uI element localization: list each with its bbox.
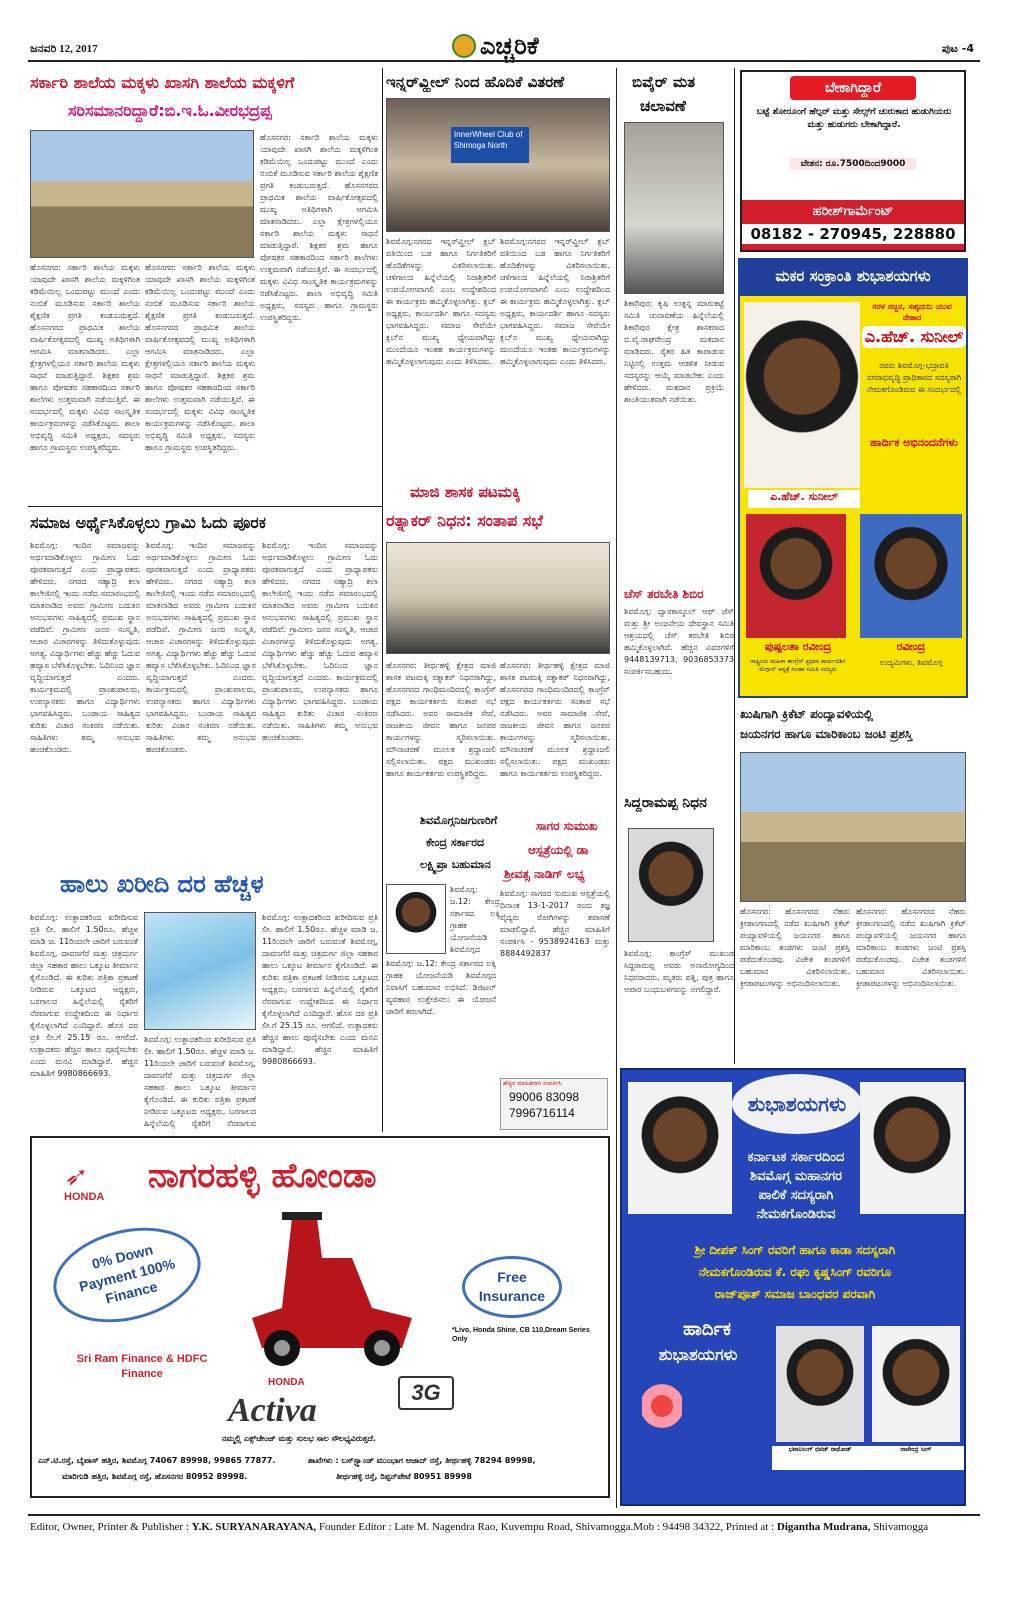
story6-body-col3: ಶಿವಮೊಗ್ಗ: ಉತ್ಪಾದಕರಿಂದ ಖರೀದಿಸುವ ಪ್ರತಿ ಲೀ. ಹಾಲಿಗೆ 1.50ರೂ. ಹೆಚ್ಚಳ ಮಾಡಿ ಜ. 11ರಿಂದಲೇ ಜಾರಿಗೆ ಬರುವಂತೆ ಶಿವಮೊಗ್ಗ, ದಾವಣಗೆರೆ ಮತ್ತು ಚಿತ್ರದುರ್ಗ ಜಿಲ್ಲಾ ಸಹಕಾರ ಹಾಲು ಒಕ್ಕೂಟ ತೀರ್ಮಾನ ಕೈಗೊಂಡಿದೆ. ಈ ಕುರಿತು ಪತ್ರಿಕಾ ಪ್ರಕಟಣೆ ನೀಡಿರುವ ಒಕ್ಕೂಟದ ಅಧ್ಯಕ್ಷರು, ಬರಗಾಲದ ಹಿನ್ನೆಲೆಯಲ್ಲಿ ರೈತರಿಗೆ ನೆರವಾಗುವ ಉದ್ದೇಶದಿಂದ ಈ ನಿರ್ಧಾರ ಕೈಗೊಳ್ಳಲಾಗಿದೆ ಎಂದಿದ್ದಾರೆ. ಹೊಸ ದರ ಪ್ರತಿ ಲೀ.ಗೆ 25.15 ರೂ. ಆಗಲಿದೆ. ಉತ್ಪಾದಕರು ಹೆಚ್ಚಿನ ಹಾಲು ಪೂರೈಸಬೇಕು ಎಂದು ಮನವಿ ಮಾಡಿದ್ದಾರೆ. ಹೆಚ್ಚಿನ ಮಾಹಿತಿಗೆ 9980866693. <box>262 913 378 1066</box>
story11-headline2: ಜಯನಗರ ಹಾಗೂ ಮಾರಿಕಾಂಬ ಜಂಟಿ ಪ್ರಶಸ್ತಿ <box>740 727 913 741</box>
ad-job-shop: ಹರೀಶ್‌ಗಾರ್ಮೆಂಟ್ <box>812 204 894 219</box>
ad-sankranti-blurb: ರವರು ಶಿವಮೊಗ್ಗ-ಭದ್ರಾವತಿ ನಗರಾಭಿವೃದ್ಧಿ ಪ್ರಾಧಿಕಾರದ ಸದಸ್ಯರಾಗಿ ನೇಮಕಗೊಂಡಿರುವ ಈ ಸಂದರ್ಭದಲ್ಲಿ <box>866 361 962 394</box>
ad-sankranti-name-big: ಎ.ಹೆಚ್. ಸುನೀಲ್ <box>862 326 966 348</box>
story7-headline3: ಲಕ್ಷ್ಮಿಪ್ರಾ ಬಹುಮಾನ <box>420 858 491 871</box>
masthead-rule <box>28 60 980 62</box>
footer-label1: Editor, Owner, Printer & Publisher : <box>30 1521 189 1533</box>
story6-body-col2: ಶಿವಮೊಗ್ಗ: ಉತ್ಪಾದಕರಿಂದ ಖರೀದಿಸುವ ಪ್ರತಿ ಲೀ. ಹಾಲಿಗೆ 1.50ರೂ. ಹೆಚ್ಚಳ ಮಾಡಿ ಜ. 11ರಿಂದಲೇ ಜಾರಿಗೆ ಬರುವಂತೆ ಶಿವಮೊಗ್ಗ, ದಾವಣಗೆರೆ ಮತ್ತು ಚಿತ್ರದುರ್ಗ ಜಿಲ್ಲಾ ಸಹಕಾರ ಹಾಲು ಒಕ್ಕೂಟ ತೀರ್ಮಾನ ಕೈಗೊಂಡಿದೆ. ಈ ಕುರಿತು ಪತ್ರಿಕಾ ಪ್ರಕಟಣೆ ನೀಡಿರುವ ಒಕ್ಕೂಟದ ಅಧ್ಯಕ್ಷರು, ಬರಗಾಲದ ಹಿನ್ನೆಲೆಯಲ್ಲಿ ರೈತರಿಗೆ ನೆರವಾಗುವ <box>144 1035 256 1128</box>
ad-greet-cap2: ರಾಜೇಂದ್ರ ಸಿಂಗ್ <box>868 1446 964 1470</box>
story11-headline1: ಖುಷಿಗಾಗಿ ಕ್ರಿಕೆಟ್ ಪಂದ್ಯಾವಳಿಯಲ್ಲಿ <box>740 707 873 721</box>
ad-sankranti-person2: ಪುಷ್ಪಲತಾ ರವೀಂದ್ರ <box>764 640 832 653</box>
ad-job-title: ಬೇಕಾಗಿದ್ದಾರೆ <box>790 76 916 100</box>
innerwheel-banner: InnerWheel Club of Shimoga North <box>451 127 529 163</box>
story8-phone-box <box>500 1078 608 1130</box>
ad-greet-photo-right <box>860 1082 964 1214</box>
divider <box>28 506 382 507</box>
footer-editor: Y.K. SURYANARAYANA, <box>191 1521 317 1533</box>
ad-sankranti-title: ಮಕರ ಸಂಕ್ರಾಂತಿ ಶುಭಾಶಯಗಳು <box>738 258 968 294</box>
logo-emblem-icon <box>452 34 476 58</box>
story5-headline: ರತ್ನಾಕರ್ ನಿಧನ: ಸಂತಾಪ ಸಭೆ <box>386 511 543 530</box>
ad-greet-wish1: ಹಾರ್ದಿಕ <box>683 1319 731 1340</box>
story2-body-col2: ಶಿವಮೊಗ್ಗ:ನಗರದ ಇನ್ನರ್‌ವ್ಹೀಲ್ ಕ್ಲಬ್ ವತಿಯಿಂದ ಬಡ ಹಾಗೂ ನಿರ್ಗತಿಕರಿಗೆ ಹೊದಿಕೆಗಳನ್ನು ವಿತರಿಸಲಾಯಿತು. ಚಳಿಗಾಲದ ಹಿನ್ನೆಲೆಯಲ್ಲಿ ನಿರಾಶ್ರಿತರಿಗೆ ಉಪಯೋಗವಾಗಲಿ ಎಂಬ ಉದ್ದೇಶದಿಂದ ಈ ಕಾರ್ಯಕ್ರಮ ಹಮ್ಮಿಕೊಳ್ಳಲಾಗಿತ್ತು. ಕ್ಲಬ್ ಅಧ್ಯಕ್ಷರು, ಕಾರ್ಯದರ್ಶಿ ಹಾಗೂ ಸದಸ್ಯರು ಭಾಗವಹಿಸಿದ್ದರು. ಸಮಾಜ ಸೇವೆಯೇ ಕ್ಲಬ್‌ನ ಮುಖ್ಯ ಧ್ಯೇಯವಾಗಿದ್ದು ಮುಂದೆಯೂ ಇಂತಹ ಕಾರ್ಯಕ್ರಮಗಳನ್ನು ಹಮ್ಮಿಕೊಳ್ಳಲಾಗುವುದು ಎಂದು ತಿಳಿಸಿದರು. <box>500 237 610 366</box>
ad-sankranti-photo-2 <box>746 514 846 638</box>
logo-text: ಎಚ್ಚರಿಕೆ <box>480 32 539 60</box>
ad-greet-wish2: ಶುಭಾಶಯಗಳು <box>658 1345 738 1364</box>
story2-photo <box>386 98 610 232</box>
story6-photo <box>144 912 256 1030</box>
story1-headline1: ಸರ್ಕಾರಿ ಶಾಲೆಯ ಮಕ್ಕಳು ಖಾಸಗಿ ಶಾಲೆಯ ಮಕ್ಕಳಿಗೆ <box>30 73 295 92</box>
story8-phone1: 99006 83098 <box>509 1090 580 1105</box>
rose-icon <box>642 1376 682 1436</box>
story7-photo <box>386 884 446 954</box>
story1-body-col2: ಹೊಸನಗರ: ಸರ್ಕಾರಿ ಶಾಲೆಯ ಮಕ್ಕಳು ಯಾವುದೇ ಖಾಸಗಿ ಶಾಲೆಯ ಮಕ್ಕಳಿಗಿಂತ ಕಡಿಮೆಯಿಲ್ಲ ಒಂದುಪಟ್ಟು ಮುಂದೆ ಎಂದು ನಂಬಿಕೆ ಮೂಡಿಸುವ ಸರ್ಕಾರಿ ಶಾಲೆಯ ಶೈಕ್ಷಣಿಕ ಪ್ರಗತಿ ಕಂಡುಬರುತ್ತದೆ. ಹೊಸನಗರದ ಪ್ರಾಥಮಿಕ ಶಾಲೆಯ ವಾರ್ಷಿಕೋತ್ಸವದಲ್ಲಿ ಮುಖ್ಯ ಅತಿಥಿಗಳಾಗಿ ಆಗಮಿಸಿ ಮಾತನಾಡಿದರು. ಎಲ್ಲಾ ಕ್ಷೇತ್ರಗಳಲ್ಲಿಯೂ ಸರ್ಕಾರಿ ಶಾಲೆಯ ಮಕ್ಕಳು ಸಾಧನೆ ಮಾಡುತ್ತಿದ್ದಾರೆ. ಶಿಕ್ಷಕರ ಶ್ರಮ ಹಾಗೂ ಪೋಷಕರ ಸಹಕಾರದಿಂದ ಸರ್ಕಾರಿ ಶಾಲೆಗಳು ಉತ್ತಮವಾಗಿ ನಡೆಯುತ್ತಿವೆ. ಈ ಸಂದರ್ಭದಲ್ಲಿ ಮಕ್ಕಳು ವಿವಿಧ ಸಾಂಸ್ಕೃತಿಕ ಕಾರ್ಯಕ್ರಮಗಳನ್ನು ನಡೆಸಿಕೊಟ್ಟರು. ಶಾಲಾ ಅಭಿವೃದ್ಧಿ ಸಮಿತಿ ಅಧ್ಯಕ್ಷರು, ಸದಸ್ಯರು ಹಾಗೂ ಗ್ರಾಮಸ್ಥರು ಉಪಸ್ಥಿತರಿದ್ದರು. <box>260 133 378 322</box>
story8-headline2: ಆಸ್ಪತ್ರೆಯಲ್ಲಿ ಡಾ <box>528 843 589 857</box>
ad-honda-cloud1: 0% Down Payment 100% Finance <box>43 1213 210 1337</box>
ad-honda <box>30 1136 610 1498</box>
ad-greet-photo-4 <box>872 1326 960 1442</box>
ad-honda-model-tag: 3G <box>398 1376 454 1410</box>
ad-job-body: ಬಟ್ಟೆ ಶೋರೂಂಗೆ ಹೆಲ್ಪರ್ ಮತ್ತು ಸೇಲ್ಸ್‌ಗೆ ಚುರುಕಾದ ಹುಡುಗಿಯರು ಮತ್ತು ಹುಡುಗರು ಬೇಕಾಗಿದ್ದಾರೆ. <box>756 107 952 130</box>
ad-honda-addr2: ಶಾಖೆಗಳು : ಬಸ್‌ಸ್ಟ್ಯಾಂಡ್ ಮುಂಭಾಗ ಆಜಾದ್ ರಸ್ತೆ, ತೀರ್ಥಹಳ್ಳಿ 78294 89998, <box>308 1456 536 1465</box>
story11-photo <box>740 752 966 902</box>
story3-headline2: ಚಲಾವಣೆ <box>640 97 686 115</box>
story5-kicker: ಮಾಜಿ ಶಾಸಕ ಪಟಮಕ್ಕಿ <box>410 483 521 501</box>
ad-greet-line1: ಕರ್ನಾಟಕ ಸರ್ಕಾರದಿಂದ <box>747 1150 845 1165</box>
ad-honda-finance: Sri Ram Finance & HDFC Finance <box>76 1353 208 1380</box>
newspaper-logo <box>452 30 539 62</box>
column-divider <box>616 68 617 1508</box>
ad-sankranti-person2-role: ರಾಷ್ಟ್ರೀಯ ಮಹಿಳಾ ಕಾಂಗ್ರೆಸ್ ಪ್ರಧಾನ ಕಾರ್ಯದರ್ಶಿ ಮೆಗ್ಗಾನ್ ಆಸ್ಪತ್ರೆ ಸಲಹಾ ಸಮಿತಿ ಸದಸ್ಯರು <box>750 658 846 673</box>
footer-label2: Founder Editor : Late M. Nagendra Rao, Kuvempu Road, Shivamogga.Mob : 94498 34322, Printed at : <box>318 1521 775 1533</box>
story4-body-col3: ಶಿವಮೊಗ್ಗ: ಇಂದಿನ ಸಮಾಜವನ್ನು ಅರ್ಥಮಾಡಿಕೊಳ್ಳಲು ಗ್ರಾಮೀಣ ಓದು ಪೂರಕವಾಗುತ್ತದೆ ಎಂದು ಪ್ರಾಧ್ಯಾಪಕರು ಹೇಳಿದರು. ನಗರದ ಸಹ್ಯಾದ್ರಿ ಕಲಾ ಕಾಲೇಜಿನಲ್ಲಿ ಇಂದು ನಡೆದ ಸಮಾರಂಭದಲ್ಲಿ ಮಾತನಾಡಿದ ಅವರು ಗ್ರಾಮೀಣ ಬದುಕಿನ ಅನುಭವಗಳು ಸಾಹಿತ್ಯದಲ್ಲಿ ಪ್ರಮುಖ ಸ್ಥಾನ ಪಡೆದಿವೆ. ಗ್ರಾಮೀಣ ಜನರ ಸಂಸ್ಕೃತಿ, ಆಚಾರ ವಿಚಾರಗಳನ್ನು ತಿಳಿದುಕೊಳ್ಳುವುದು ಅಗತ್ಯ. ವಿದ್ಯಾರ್ಥಿಗಳು ಹೆಚ್ಚು ಹೆಚ್ಚು ಓದುವ ಹವ್ಯಾಸ ಬೆಳೆಸಿಕೊಳ್ಳಬೇಕು. ಓದಿನಿಂದ ಜ್ಞಾನ ವೃದ್ಧಿಯಾಗುತ್ತದೆ ಎಂದರು. ಕಾರ್ಯಕ್ರಮದಲ್ಲಿ ಪ್ರಾಂಶುಪಾಲರು, ಉಪನ್ಯಾಸಕರು ಹಾಗೂ ವಿದ್ಯಾರ್ಥಿಗಳು ಭಾಗವಹಿಸಿದ್ದರು. ಬಂಡಾಯ ಸಾಹಿತ್ಯದ ಕುರಿತು ವಿಚಾರ ಸಂಕಿರಣ ನಡೆಯಿತು. ಸಾಹಿತಿಗಳು ತಮ್ಮ ಅನುಭವ ಹಂಚಿಕೊಂಡರು. <box>262 541 378 742</box>
ad-sankranti <box>738 294 968 698</box>
story9-headline: ಚೆಸ್ ತರಬೇತಿ ಶಿಬಿರ <box>624 587 704 601</box>
ad-sankranti-caption1: ಎ.ಹೆಚ್. ಸುನೀಲ್ <box>748 490 860 508</box>
ad-sankranti-photo-3 <box>860 514 962 638</box>
story11-body-col1: ಹೊಸನಗರ: ಹೊಸನಗರದ ನೆಹರು ಕ್ರೀಡಾಂಗಣದಲ್ಲಿ ನಡೆದ ಖುಷಿಗಾಗಿ ಕ್ರಿಕೆಟ್ ಪಂದ್ಯಾವಳಿಯಲ್ಲಿ ಜಯನಗರ ಹಾಗೂ ಮಾರಿಕಾಂಬ ತಂಡಗಳು ಜಂಟಿ ಪ್ರಶಸ್ತಿ ಪಡೆದುಕೊಂಡವು. ವಿಜೇತ ತಂಡಗಳಿಗೆ ಬಹುಮಾನ ವಿತರಿಸಲಾಯಿತು. ಕ್ರೀಡಾಪಟುಗಳನ್ನು ಅಭಿನಂದಿಸಲಾಯಿತು. <box>740 907 850 988</box>
ad-greet-line2: ಶಿವಮೊಗ್ಗ ಮಹಾನಗರ <box>749 1169 843 1184</box>
footer-rule <box>28 1514 980 1516</box>
story2-body-col1: ಶಿವಮೊಗ್ಗ:ನಗರದ ಇನ್ನರ್‌ವ್ಹೀಲ್ ಕ್ಲಬ್ ವತಿಯಿಂದ ಬಡ ಹಾಗೂ ನಿರ್ಗತಿಕರಿಗೆ ಹೊದಿಕೆಗಳನ್ನು ವಿತರಿಸಲಾಯಿತು. ಚಳಿಗಾಲದ ಹಿನ್ನೆಲೆಯಲ್ಲಿ ನಿರಾಶ್ರಿತರಿಗೆ ಉಪಯೋಗವಾಗಲಿ ಎಂಬ ಉದ್ದೇಶದಿಂದ ಈ ಕಾರ್ಯಕ್ರಮ ಹಮ್ಮಿಕೊಳ್ಳಲಾಗಿತ್ತು. ಕ್ಲಬ್ ಅಧ್ಯಕ್ಷರು, ಕಾರ್ಯದರ್ಶಿ ಹಾಗೂ ಸದಸ್ಯರು ಭಾಗವಹಿಸಿದ್ದರು. ಸಮಾಜ ಸೇವೆಯೇ ಕ್ಲಬ್‌ನ ಮುಖ್ಯ ಧ್ಯೇಯವಾಗಿದ್ದು ಮುಂದೆಯೂ ಇಂತಹ ಕಾರ್ಯಕ್ರಮಗಳನ್ನು ಹಮ್ಮಿಕೊಳ್ಳಲಾಗುವುದು ಎಂದು ತಿಳಿಸಿದರು. <box>386 237 496 366</box>
ad-job <box>740 70 966 252</box>
story9-body: ಶಿವಮೊಗ್ಗ: ದ್ವಾರಕಾಸ್ಕೂಲ್ ಆಫ್ ಚೆಸ್ ಮತ್ತು ಶ್ರೀ ಅಂಜನೇಯ ದೇವಸ್ಥಾನ ಸಮಿತಿ ಆಶ್ರಯದಲ್ಲಿ ಚೆಸ್ ತರಬೇತಿ ಶಿಬಿರ ಹಮ್ಮಿಕೊಳ್ಳಲಾಗಿದೆ. ಹೆಚ್ಚಿನ ವಿವರಗಳಿಗೆ 9448139713, 9036853373 ಸಂಪರ್ಕಿಸಬಹುದು. <box>624 607 734 676</box>
footer-city: Shivamogga <box>873 1521 929 1533</box>
ad-honda-tagline: ನಮ್ಮಲ್ಲಿ ಎಕ್ಸ್‌ಚೇಂಜ್ ಮತ್ತು ಸುಲಭ ಸಾಲ ಸೌಲಭ್ಯವಿರುತ್ತದೆ. <box>222 1434 376 1443</box>
story3-body: ಶಿಕಾರಿಪುರ: ಕೃಷಿ ಉತ್ಪನ್ನ ಮಾರುಕಟ್ಟೆ ಸಮಿತಿ ಚುನಾವಣೆಯ ಹಿನ್ನೆಲೆಯಲ್ಲಿ ಶಿಕಾರಿಪುರ ಕ್ಷೇತ್ರ ಶಾಸಕರಾದ ಬಿ.ವೈ.ರಾಘವೇಂದ್ರ ಮತದಾನ ಮಾಡಿದರು. ರೈತರ ಹಿತ ಕಾಪಾಡುವ ನಿಟ್ಟಿನಲ್ಲಿ ಉತ್ತಮ ಆಡಳಿತ ನೀಡುವ ಸದಸ್ಯರನ್ನು ಆಯ್ಕೆ ಮಾಡಬೇಕು ಎಂದು ಹೇಳಿದರು. ಮತದಾನ ಪ್ರಕ್ರಿಯೆ ಶಾಂತಿಯುತವಾಗಿ ನಡೆಯಿತು. <box>624 299 724 404</box>
story7-body-col1: ಶಿವಮೊಗ್ಗ: ಜ.12: ಕೇಂದ್ರ ಸರ್ಕಾರದ ಲಕ್ಕಿ ಗ್ರಾಹಕ ಯೋಜನೆಯಡಿ ಶಿವಮೊಗ್ಗದ <box>450 885 500 954</box>
story5-body-col1: ಹೊಸನಗರ: ತೀರ್ಥಹಳ್ಳಿ ಕ್ಷೇತ್ರದ ಮಾಜಿ ಶಾಸಕ ಪಟಮಕ್ಕಿ ರತ್ನಾಕರ್ ನಿಧನರಾಗಿದ್ದು, ಹೊಸನಗರದ ಗಾಂಧಿಮಂದಿರದಲ್ಲಿ ಕಾಂಗ್ರೆಸ್ ಪಕ್ಷದ ಕಾರ್ಯಕರ್ತರು ಸಂತಾಪ ಸಭೆ ನಡೆಸಿದರು. ಅವರ ಸಾಮಾಜಿಕ ಸೇವೆ, ರಾಜಕೀಯ ಜೀವನ ಹಾಗೂ ಜನಪರ ಕಾರ್ಯಗಳನ್ನು ಸ್ಮರಿಸಲಾಯಿತು. ಮೌನಾಚರಣೆ ಮೂಲಕ ಶ್ರದ್ಧಾಂಜಲಿ ಸಲ್ಲಿಸಲಾಯಿತು. ಪಕ್ಷದ ಮುಖಂಡರು ಹಾಗೂ ಕಾರ್ಯಕರ್ತರು ಉಪಸ್ಥಿತರಿದ್ದರು. <box>386 661 496 778</box>
ad-sankranti-photo-main <box>744 302 860 488</box>
ad-honda-addr3: ಮಾರಿಗುಡಿ ಹತ್ತಿರ, ಶಿವಮೊಗ್ಗ ರಸ್ತೆ, ಹೊಸನಗರ 80952 89998. <box>62 1472 248 1481</box>
story8-phone2: 7996716114 <box>509 1106 575 1121</box>
ad-sankranti-person3-role: ಉದ್ಯಮಿಗಳು, ಶಿವಮೊಗ್ಗ <box>879 658 943 667</box>
story5-photo <box>386 542 610 654</box>
story3-headline1: ಬಿವೈರ್ ಮತ <box>632 73 696 91</box>
story1-headline2: ಸರಿಸಮಾನರಿದ್ದಾರೆ:ಬಿ.ಇ.ಓ.ವೀರಭದ್ರಪ್ಪ <box>68 101 272 120</box>
page-number: ಪುಟ -4 <box>941 42 974 55</box>
story1-body-col3: ಹೊಸನಗರ: ಸರ್ಕಾರಿ ಶಾಲೆಯ ಮಕ್ಕಳು ಯಾವುದೇ ಖಾಸಗಿ ಶಾಲೆಯ ಮಕ್ಕಳಿಗಿಂತ ಕಡಿಮೆಯಿಲ್ಲ ಒಂದುಪಟ್ಟು ಮುಂದೆ ಎಂದು ನಂಬಿಕೆ ಮೂಡಿಸುವ ಸರ್ಕಾರಿ ಶಾಲೆಯ ಶೈಕ್ಷಣಿಕ ಪ್ರಗತಿ ಕಂಡುಬರುತ್ತದೆ. ಹೊಸನಗರದ ಪ್ರಾಥಮಿಕ ಶಾಲೆಯ ವಾರ್ಷಿಕೋತ್ಸವದಲ್ಲಿ ಮುಖ್ಯ ಅತಿಥಿಗಳಾಗಿ ಆಗಮಿಸಿ ಮಾತನಾಡಿದರು. ಎಲ್ಲಾ ಕ್ಷೇತ್ರಗಳಲ್ಲಿಯೂ ಸರ್ಕಾರಿ ಶಾಲೆಯ ಮಕ್ಕಳು ಸಾಧನೆ ಮಾಡುತ್ತಿದ್ದಾರೆ. ಶಿಕ್ಷಕರ ಶ್ರಮ ಹಾಗೂ ಪೋಷಕರ ಸಹಕಾರದಿಂದ ಸರ್ಕಾರಿ ಶಾಲೆಗಳು ಉತ್ತಮವಾಗಿ ನಡೆಯುತ್ತಿವೆ. ಈ ಸಂದರ್ಭದಲ್ಲಿ ಮಕ್ಕಳು ವಿವಿಧ ಸಾಂಸ್ಕೃತಿಕ ಕಾರ್ಯಕ್ರಮಗಳನ್ನು ನಡೆಸಿಕೊಟ್ಟರು. ಶಾಲಾ ಅಭಿವೃದ್ಧಿ ಸಮಿತಿ ಅಧ್ಯಕ್ಷರು, ಸದಸ್ಯರು ಹಾಗೂ ಗ್ರಾಮಸ್ಥರು ಉಪಸ್ಥಿತರಿದ್ದರು. <box>145 263 255 452</box>
story5-body-col2: ಹೊಸನಗರ: ತೀರ್ಥಹಳ್ಳಿ ಕ್ಷೇತ್ರದ ಮಾಜಿ ಶಾಸಕ ಪಟಮಕ್ಕಿ ರತ್ನಾಕರ್ ನಿಧನರಾಗಿದ್ದು, ಹೊಸನಗರದ ಗಾಂಧಿಮಂದಿರದಲ್ಲಿ ಕಾಂಗ್ರೆಸ್ ಪಕ್ಷದ ಕಾರ್ಯಕರ್ತರು ಸಂತಾಪ ಸಭೆ ನಡೆಸಿದರು. ಅವರ ಸಾಮಾಜಿಕ ಸೇವೆ, ರಾಜಕೀಯ ಜೀವನ ಹಾಗೂ ಜನಪರ ಕಾರ್ಯಗಳನ್ನು ಸ್ಮರಿಸಲಾಯಿತು. ಮೌನಾಚರಣೆ ಮೂಲಕ ಶ್ರದ್ಧಾಂಜಲಿ ಸಲ್ಲಿಸಲಾಯಿತು. ಪಕ್ಷದ ಮುಖಂಡರು ಹಾಗೂ ಕಾರ್ಯಕರ್ತರು ಉಪಸ್ಥಿತರಿದ್ದರು. <box>500 661 610 778</box>
scooter-image <box>222 1198 422 1368</box>
ad-greet-line3: ಪಾಲಿಕೆ ಸದಸ್ಯರಾಗಿ <box>758 1188 834 1203</box>
ad-greetings <box>620 1068 966 1506</box>
ad-greet-line4: ನೇಮಕಗೊಂಡಿರುವ <box>756 1207 836 1222</box>
footer-printer: Digantha Mudrana, <box>776 1521 871 1533</box>
story7-body-col2: ಶಿವಮೊಗ್ಗ: ಜ.12: ಕೇಂದ್ರ ಸರ್ಕಾರದ ಲಕ್ಕಿ ಗ್ರಾಹಕ ಯೋಜನೆಯಡಿ ಶಿವಮೊಗ್ಗದ ನಿವಾಸಿಗೆ ಬಹುಮಾನ ಲಭಿಸಿದೆ. ಡಿಜಿಟಲ್ ವ್ಯವಹಾರ ಉತ್ತೇಜಿಸಲು ಈ ಯೋಜನೆ ಜಾರಿಗೆ ತರಲಾಗಿದೆ. <box>386 959 496 1016</box>
ad-job-phone: 08182 - 270945, 228880 <box>742 224 964 244</box>
story1-body-col1: ಹೊಸನಗರ: ಸರ್ಕಾರಿ ಶಾಲೆಯ ಮಕ್ಕಳು ಯಾವುದೇ ಖಾಸಗಿ ಶಾಲೆಯ ಮಕ್ಕಳಿಗಿಂತ ಕಡಿಮೆಯಿಲ್ಲ ಒಂದುಪಟ್ಟು ಮುಂದೆ ಎಂದು ನಂಬಿಕೆ ಮೂಡಿಸುವ ಸರ್ಕಾರಿ ಶಾಲೆಯ ಶೈಕ್ಷಣಿಕ ಪ್ರಗತಿ ಕಂಡುಬರುತ್ತದೆ. ಹೊಸನಗರದ ಪ್ರಾಥಮಿಕ ಶಾಲೆಯ ವಾರ್ಷಿಕೋತ್ಸವದಲ್ಲಿ ಮುಖ್ಯ ಅತಿಥಿಗಳಾಗಿ ಆಗಮಿಸಿ ಮಾತನಾಡಿದರು. ಎಲ್ಲಾ ಕ್ಷೇತ್ರಗಳಲ್ಲಿಯೂ ಸರ್ಕಾರಿ ಶಾಲೆಯ ಮಕ್ಕಳು ಸಾಧನೆ ಮಾಡುತ್ತಿದ್ದಾರೆ. ಶಿಕ್ಷಕರ ಶ್ರಮ ಹಾಗೂ ಪೋಷಕರ ಸಹಕಾರದಿಂದ ಸರ್ಕಾರಿ ಶಾಲೆಗಳು ಉತ್ತಮವಾಗಿ ನಡೆಯುತ್ತಿವೆ. ಈ ಸಂದರ್ಭದಲ್ಲಿ ಮಕ್ಕಳು ವಿವಿಧ ಸಾಂಸ್ಕೃತಿಕ ಕಾರ್ಯಕ್ರಮಗಳನ್ನು ನಡೆಸಿಕೊಟ್ಟರು. ಶಾಲಾ ಅಭಿವೃದ್ಧಿ ಸಮಿತಿ ಅಧ್ಯಕ್ಷರು, ಸದಸ್ಯರು ಹಾಗೂ ಗ್ರಾಮಸ್ಥರು ಉಪಸ್ಥಿತರಿದ್ದರು. <box>30 263 140 452</box>
ad-greet-line7: ರಾಜ್‌ಪೂತ್ ಸಮಾಜ ಬಾಂಧವರ ಪರವಾಗಿ <box>714 1287 876 1301</box>
story7-headline1: ಶಿವಮೊಗ್ಗನಿಜಗುಣರಿಗೆ <box>420 814 498 827</box>
story7-headline2: ಕೇಂದ್ರ ಸರ್ಕಾರದ <box>426 836 485 849</box>
ad-greet-cap1: ಭವಾನಿಸಿಂಗ್ ಧವಡ್ ರಾಥೋಡ್ <box>772 1446 868 1470</box>
story4-body-col2: ಶಿವಮೊಗ್ಗ: ಇಂದಿನ ಸಮಾಜವನ್ನು ಅರ್ಥಮಾಡಿಕೊಳ್ಳಲು ಗ್ರಾಮೀಣ ಓದು ಪೂರಕವಾಗುತ್ತದೆ ಎಂದು ಪ್ರಾಧ್ಯಾಪಕರು ಹೇಳಿದರು. ನಗರದ ಸಹ್ಯಾದ್ರಿ ಕಲಾ ಕಾಲೇಜಿನಲ್ಲಿ ಇಂದು ನಡೆದ ಸಮಾರಂಭದಲ್ಲಿ ಮಾತನಾಡಿದ ಅವರು ಗ್ರಾಮೀಣ ಬದುಕಿನ ಅನುಭವಗಳು ಸಾಹಿತ್ಯದಲ್ಲಿ ಪ್ರಮುಖ ಸ್ಥಾನ ಪಡೆದಿವೆ. ಗ್ರಾಮೀಣ ಜನರ ಸಂಸ್ಕೃತಿ, ಆಚಾರ ವಿಚಾರಗಳನ್ನು ತಿಳಿದುಕೊಳ್ಳುವುದು ಅಗತ್ಯ. ವಿದ್ಯಾರ್ಥಿಗಳು ಹೆಚ್ಚು ಹೆಚ್ಚು ಓದುವ ಹವ್ಯಾಸ ಬೆಳೆಸಿಕೊಳ್ಳಬೇಕು. ಓದಿನಿಂದ ಜ್ಞಾನ ವೃದ್ಧಿಯಾಗುತ್ತದೆ ಎಂದರು. ಕಾರ್ಯಕ್ರಮದಲ್ಲಿ ಪ್ರಾಂಶುಪಾಲರು, ಉಪನ್ಯಾಸಕರು ಹಾಗೂ ವಿದ್ಯಾರ್ಥಿಗಳು ಭಾಗವಹಿಸಿದ್ದರು. ಬಂಡಾಯ ಸಾಹಿತ್ಯದ ಕುರಿತು ವಿಚಾರ ಸಂಕಿರಣ ನಡೆಯಿತು. ಸಾಹಿತಿಗಳು ತಮ್ಮ ಅನುಭವ ಹಂಚಿಕೊಂಡರು. <box>146 541 256 754</box>
story8-headline1: ಸಾಗರ ಸುಮುಖ <box>536 819 598 833</box>
ad-job-salary: ವೇತನ: ರೂ.7500ದಿಂದ9000 <box>790 158 916 170</box>
ad-honda-addr4: ತೀರ್ಥಹಳ್ಳಿ ರಸ್ತೆ, ರಿಪ್ಪನ್‌ಪೇಟೆ 80951 89998 <box>336 1472 472 1481</box>
story4-body-col1: ಶಿವಮೊಗ್ಗ: ಇಂದಿನ ಸಮಾಜವನ್ನು ಅರ್ಥಮಾಡಿಕೊಳ್ಳಲು ಗ್ರಾಮೀಣ ಓದು ಪೂರಕವಾಗುತ್ತದೆ ಎಂದು ಪ್ರಾಧ್ಯಾಪಕರು ಹೇಳಿದರು. ನಗರದ ಸಹ್ಯಾದ್ರಿ ಕಲಾ ಕಾಲೇಜಿನಲ್ಲಿ ಇಂದು ನಡೆದ ಸಮಾರಂಭದಲ್ಲಿ ಮಾತನಾಡಿದ ಅವರು ಗ್ರಾಮೀಣ ಬದುಕಿನ ಅನುಭವಗಳು ಸಾಹಿತ್ಯದಲ್ಲಿ ಪ್ರಮುಖ ಸ್ಥಾನ ಪಡೆದಿವೆ. ಗ್ರಾಮೀಣ ಜನರ ಸಂಸ್ಕೃತಿ, ಆಚಾರ ವಿಚಾರಗಳನ್ನು ತಿಳಿದುಕೊಳ್ಳುವುದು ಅಗತ್ಯ. ವಿದ್ಯಾರ್ಥಿಗಳು ಹೆಚ್ಚು ಹೆಚ್ಚು ಓದುವ ಹವ್ಯಾಸ ಬೆಳೆಸಿಕೊಳ್ಳಬೇಕು. ಓದಿನಿಂದ ಜ್ಞಾನ ವೃದ್ಧಿಯಾಗುತ್ತದೆ ಎಂದರು. ಕಾರ್ಯಕ್ರಮದಲ್ಲಿ ಪ್ರಾಂಶುಪಾಲರು, ಉಪನ್ಯಾಸಕರು ಹಾಗೂ ವಿದ್ಯಾರ್ಥಿಗಳು ಭಾಗವಹಿಸಿದ್ದರು. ಬಂಡಾಯ ಸಾಹಿತ್ಯದ ಕುರಿತು ವಿಚಾರ ಸಂಕಿರಣ ನಡೆಯಿತು. ಸಾಹಿತಿಗಳು ತಮ್ಮ ಅನುಭವ ಹಂಚಿಕೊಂಡರು. <box>30 541 140 754</box>
ad-honda-model-brand: HONDA <box>268 1377 305 1388</box>
story4-headline: ಸಮಾಜ ಅರ್ಥೈಸಿಕೊಳ್ಳಲು ಗ್ರಾಮಿ ಓದು ಪೂರಕ <box>30 513 266 532</box>
honda-wing-icon: ➶ <box>61 1162 91 1192</box>
ad-job-footer <box>742 200 964 250</box>
story6-headline: ಹಾಲು ಖರೀದಿ ದರ ಹೆಚ್ಚಳ <box>60 870 264 898</box>
story3-photo <box>624 122 724 294</box>
ad-honda-brand: HONDA <box>64 1191 105 1203</box>
ad-greet-line5: ಶ್ರೀ ದೀಪಕ್ ಸಿಂಗ್ ರವರಿಗೆ ಹಾಗೂ ಕಾಡಾ ಸದಸ್ಯರಾಗಿ <box>694 1243 896 1257</box>
ad-greet-photo-left <box>628 1082 732 1214</box>
ad-sankranti-lead: ಸರಳ ಸಜ್ಜನ, ಸಹೃದಯಿ ಯುವ ನೇತಾರ <box>872 302 952 322</box>
ad-sankranti-person3: ರವೀಂದ್ರ <box>896 640 926 653</box>
story10-photo <box>628 828 714 942</box>
footer-imprint <box>30 1520 980 1535</box>
story10-headline: ಸಿದ್ದರಾಮಪ್ಪ ನಿಧನ <box>624 795 707 811</box>
issue-date: ಜನವರಿ 12, 2017 <box>30 43 98 55</box>
story1-photo <box>30 130 254 258</box>
ad-greet-line6: ನೇಮಕಗೊಂಡಿರುವ ಕೆ. ರಘು ಕೃಷ್ಣಸಿಂಗ್ ರವರಿಗೂ <box>698 1265 892 1279</box>
column-divider <box>382 68 383 1132</box>
story8-body: ಶಿವಮೊಗ್ಗ: ಸಾಗರದ ಸುಮುಖ ಆಸ್ಪತ್ರೆಯಲ್ಲಿ ದಿನಾಂಕ 13-1-2017 ರಂದು ತಜ್ಞ ವೈದ್ಯರು ರೋಗಿಗಳನ್ನು ತಪಾಸಣೆ ಮಾಡಲಿದ್ದಾರೆ. ಹೆಚ್ಚಿನ ಮಾಹಿತಿಗೆ ಸಂಪರ್ಕಿಸಿ - 9538924163 ಮತ್ತು 8884492837 <box>500 889 610 958</box>
ad-sankranti-wish: ಹಾರ್ದಿಕ ಅಭಿನಂದನೆಗಳು <box>870 436 958 449</box>
ad-honda-model: Activa <box>228 1392 317 1429</box>
ad-greet-lines <box>726 1148 866 1224</box>
story8-headline3: ಶ್ರೀವತ್ಸ ನಾಡಿಗ್ ಲಭ್ಯ <box>504 867 585 881</box>
ad-honda-title: ನಾಗರಹಳ್ಳಿ ಹೋಂಡಾ <box>148 1156 377 1196</box>
story8-phone-label: ಹೆಚ್ಚಿನ ಮಾಹಿತಿಗಾಗಿ ಸಂಪರ್ಕಿಸಿ <box>503 1080 562 1087</box>
story2-headline: ಇನ್ನರ್‌ವ್ಹೀಲ್ ನಿಂದ ಹೊದಿಕೆ ವಿತರಣೆ <box>386 73 565 91</box>
column-divider <box>734 68 735 1064</box>
story11-body-col2: ಹೊಸನಗರ: ಹೊಸನಗರದ ನೆಹರು ಕ್ರೀಡಾಂಗಣದಲ್ಲಿ ನಡೆದ ಖುಷಿಗಾಗಿ ಕ್ರಿಕೆಟ್ ಪಂದ್ಯಾವಳಿಯಲ್ಲಿ ಜಯನಗರ ಹಾಗೂ ಮಾರಿಕಾಂಬ ತಂಡಗಳು ಜಂಟಿ ಪ್ರಶಸ್ತಿ ಪಡೆದುಕೊಂಡವು. ವಿಜೇತ ತಂಡಗಳಿಗೆ ಬಹುಮಾನ ವಿತರಿಸಲಾಯಿತು. ಕ್ರೀಡಾಪಟುಗಳನ್ನು ಅಭಿನಂದಿಸಲಾಯಿತು. <box>856 907 966 988</box>
story10-body: ಶಿವಮೊಗ್ಗ: ಕಾಂಗ್ರೆಸ್ ಮುಖಂಡ ಸಿದ್ದರಾಮಪ್ಪ ಅವರು ಅನಾರೋಗ್ಯದಿಂದ ನಿಧನರಾದರು. ಮೃತರು ಪತ್ನಿ, ಪುತ್ರ ಹಾಗೂ ಅಪಾರ ಬಂಧುಬಳಗವನ್ನು ಅಗಲಿದ್ದಾರೆ. <box>624 949 734 994</box>
ad-greet-title: ಶುಭಾಶಯಗಳು <box>732 1074 862 1134</box>
story6-body-col1: ಶಿವಮೊಗ್ಗ: ಉತ್ಪಾದಕರಿಂದ ಖರೀದಿಸುವ ಪ್ರತಿ ಲೀ. ಹಾಲಿಗೆ 1.50ರೂ. ಹೆಚ್ಚಳ ಮಾಡಿ ಜ. 11ರಿಂದಲೇ ಜಾರಿಗೆ ಬರುವಂತೆ ಶಿವಮೊಗ್ಗ, ದಾವಣಗೆರೆ ಮತ್ತು ಚಿತ್ರದುರ್ಗ ಜಿಲ್ಲಾ ಸಹಕಾರ ಹಾಲು ಒಕ್ಕೂಟ ತೀರ್ಮಾನ ಕೈಗೊಂಡಿದೆ. ಈ ಕುರಿತು ಪತ್ರಿಕಾ ಪ್ರಕಟಣೆ ನೀಡಿರುವ ಒಕ್ಕೂಟದ ಅಧ್ಯಕ್ಷರು, ಬರಗಾಲದ ಹಿನ್ನೆಲೆಯಲ್ಲಿ ರೈತರಿಗೆ ನೆರವಾಗುವ ಉದ್ದೇಶದಿಂದ ಈ ನಿರ್ಧಾರ ಕೈಗೊಳ್ಳಲಾಗಿದೆ ಎಂದಿದ್ದಾರೆ. ಹೊಸ ದರ ಪ್ರತಿ ಲೀ.ಗೆ 25.15 ರೂ. ಆಗಲಿದೆ. ಉತ್ಪಾದಕರು ಹೆಚ್ಚಿನ ಹಾಲು ಪೂರೈಸಬೇಕು ಎಂದು ಮನವಿ ಮಾಡಿದ್ದಾರೆ. ಹೆಚ್ಚಿನ ಮಾಹಿತಿಗೆ 9980866693. <box>30 913 138 1078</box>
ad-greet-photo-3 <box>776 1326 864 1442</box>
ad-honda-cloud2: Free Insurance <box>462 1256 562 1318</box>
ad-honda-addr1: ಎನ್.ಟಿ.ರಸ್ತೆ, ಬೈಪಾಸ್ ಹತ್ತಿರ, ಶಿವಮೊಗ್ಗ 74067 89998, 99865 77877. <box>38 1456 276 1465</box>
ad-honda-cloud2-sub: *Livo, Honda Shine, CB 110,Dream Series Only <box>452 1327 590 1344</box>
